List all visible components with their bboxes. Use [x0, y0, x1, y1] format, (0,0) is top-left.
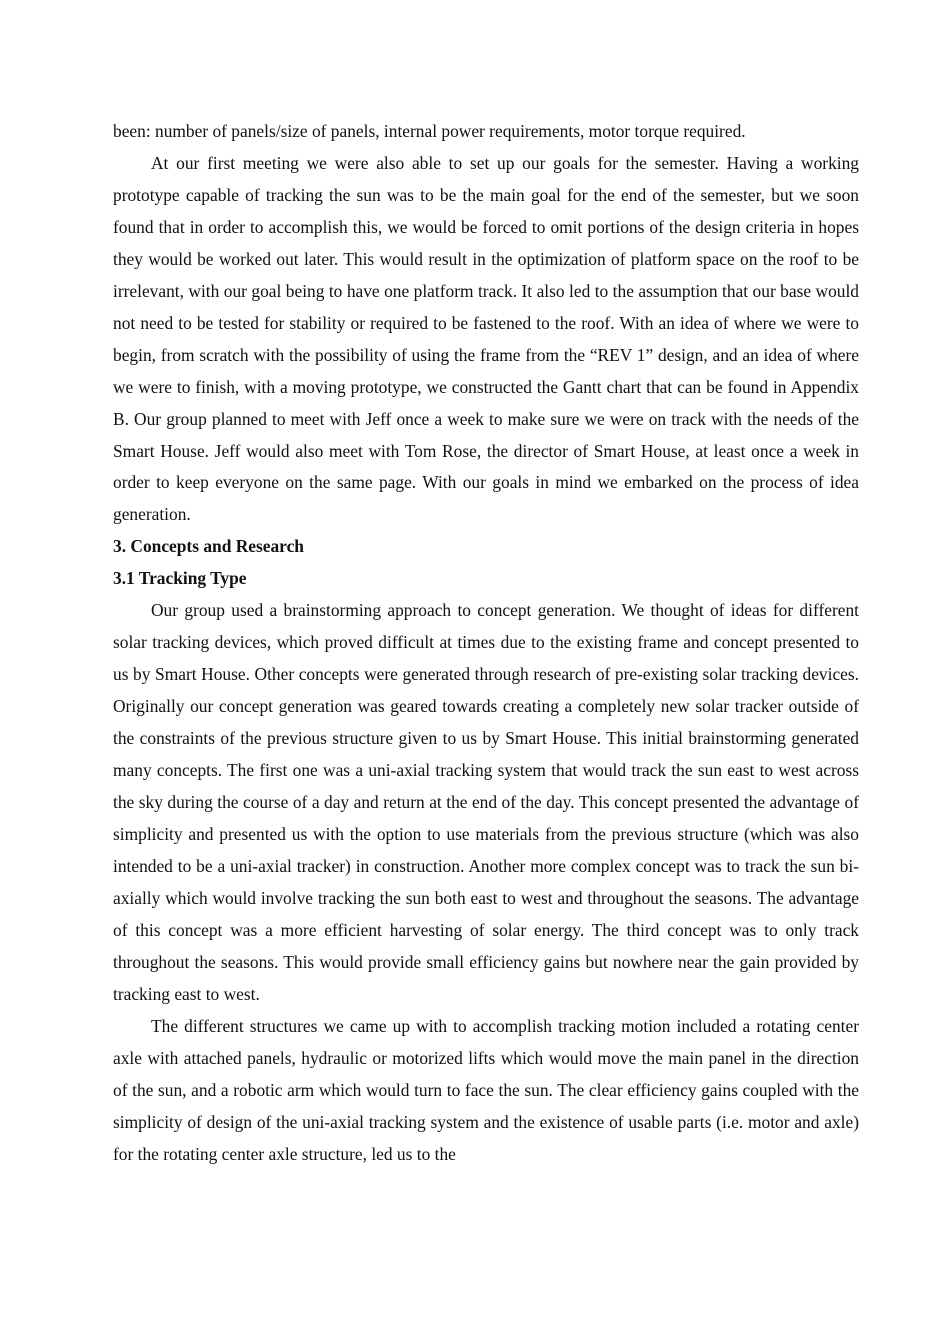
- structures-paragraph: The different structures we came up with to accomplish tracking motion included a rotating center axle with attached panels, hydraulic or motorized lifts which would move the main panel in the direction of the sun, and a robotic arm which would turn to face the sun. The clear efficiency gains coupled with the simplicity of design of the uni-axial tracking system and the existence of usable parts (i.e. motor and axle) for the rotating center axle structure, led us to the: [113, 1015, 859, 1164]
- document-page: [113, 116, 859, 1170]
- section-heading: 3. Concepts and Research: [113, 536, 304, 557]
- brainstorming-paragraph: Our group used a brainstorming approach to concept generation. We thought of ideas for different solar tracking devices, which proved difficult at times due to the existing frame and concept presented to us by Smart House. Other concepts were generated through research of pre-existing solar tracking devices. Originally our concept generation was geared towards creating a completely new solar tracker outside of the constraints of the previous structure given to us by Smart House. This initial brainstorming generated many concepts. The first one was a uni-axial tracking system that would track the sun east to west across the sky during the course of a day and return at the end of the day. This concept presented the advantage of simplicity and presented us with the option to use materials from the previous structure (which was also intended to be a uni-axial tracker) in construction. Another more complex concept was to track the sun bi-axially which would involve tracking the sun both east to west and throughout the seasons. The advantage of this concept was a more efficient harvesting of solar energy. The third concept was to only track throughout the seasons. This would provide small efficiency gains but nowhere near the gain provided by tracking east to west.: [113, 600, 859, 1004]
- goals-paragraph: At our first meeting we were also able to set up our goals for the semester. Having a working prototype capable of tracking the sun was to be the main goal for the end of the semester, but we soon found that in order to accomplish this, we would be forced to omit portions of the design criteria in hopes they would be worked out later. This would result in the optimization of platform space on the roof to be irrelevant, with our goal being to have one platform track. It also led to the assumption that our base would not need to be tested for stability or required to be fastened to the roof. With an idea of where we were to begin, from scratch with the possibility of using the frame from the “REV 1” design, and an idea of where we were to finish, with a moving prototype, we constructed the Gantt chart that can be found in Appendix B. Our group planned to meet with Jeff once a week to make sure we were on track with the needs of the Smart House. Jeff would also meet with Tom Rose, the director of Smart House, at least once a week in order to keep everyone on the same page. With our goals in mind we embarked on the process of idea generation.: [113, 152, 859, 525]
- continued-paragraph: been: number of panels/size of panels, internal power requirements, motor torque required.: [113, 121, 746, 141]
- subsection-heading: 3.1 Tracking Type: [113, 568, 247, 589]
